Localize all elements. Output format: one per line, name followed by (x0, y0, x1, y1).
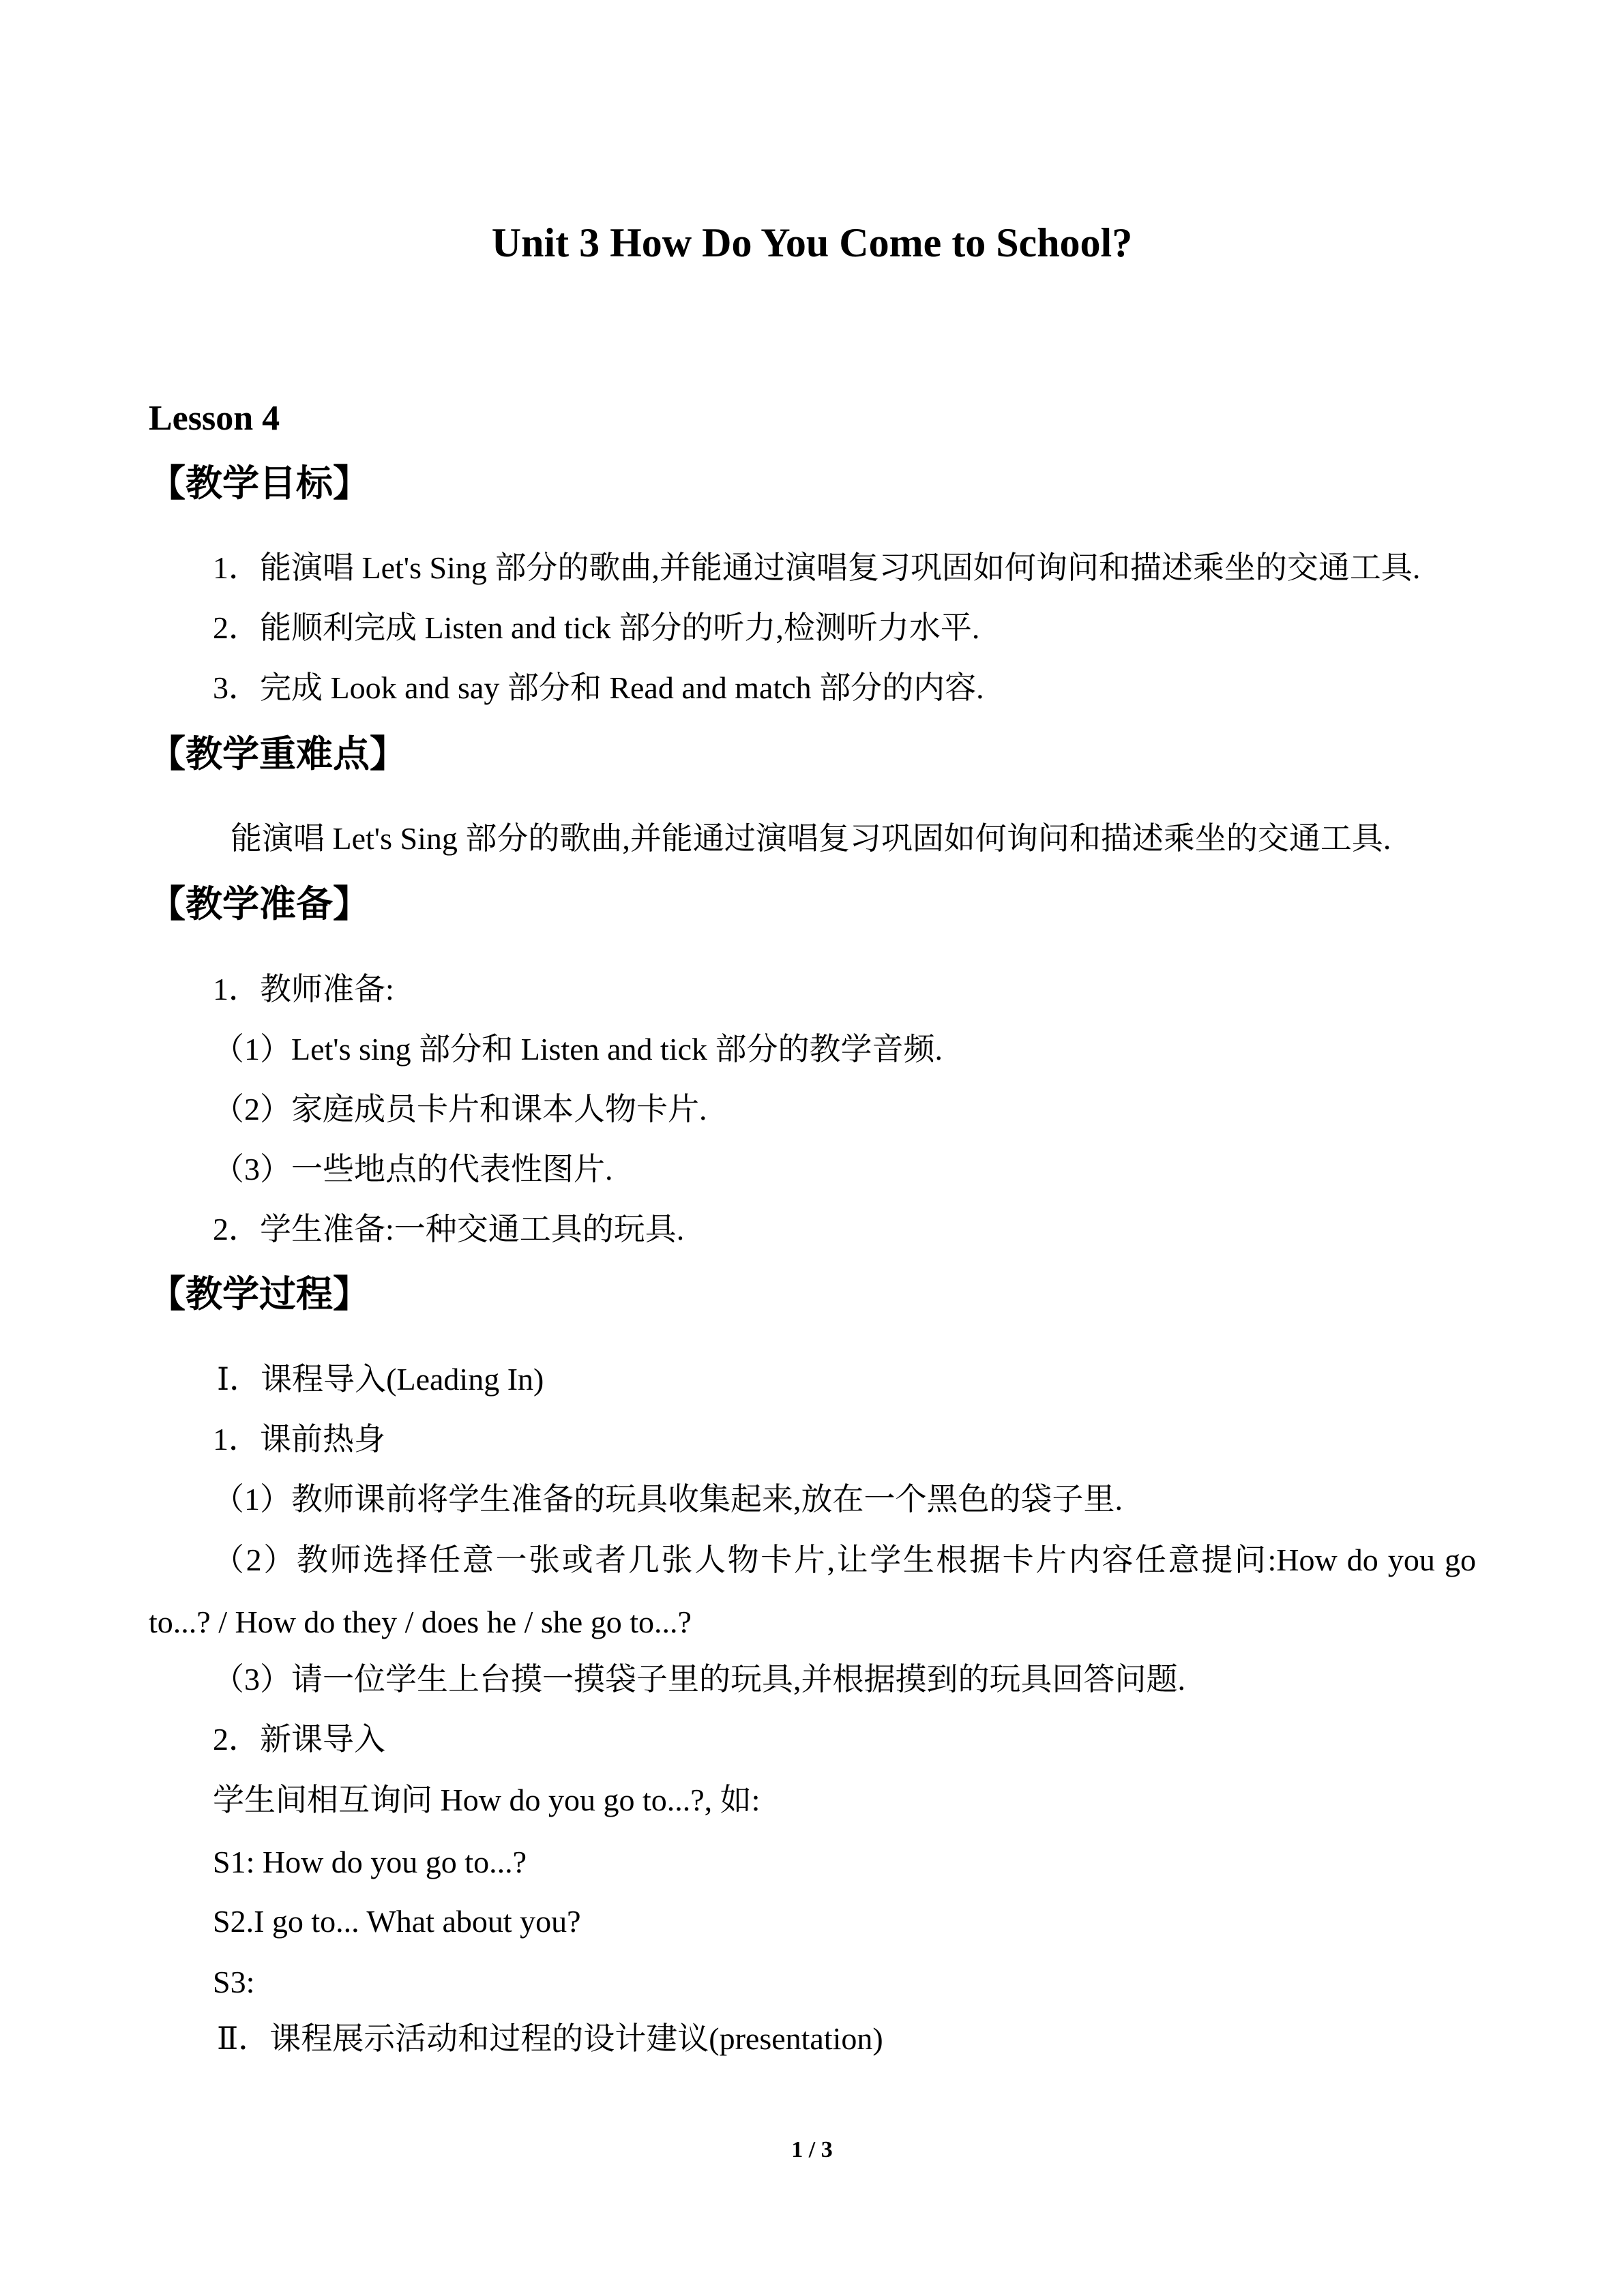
page-number: 1 / 3 (791, 2137, 833, 2162)
preparation-item: （3）一些地点的代表性图片. (213, 1152, 613, 1187)
objective-item: 3．完成 Look and say 部分和 Read and match 部分的内容. (213, 670, 984, 705)
section-heading-process: 【教学过程】 (149, 1272, 370, 1315)
key-points-text: 能演唱 Let's Sing 部分的歌曲,并能通过演唱复习巩固如何询问和描述乘坐的交通工具. (231, 821, 1391, 856)
preparation-item: 2．学生准备:一种交通工具的玩具. (213, 1212, 685, 1247)
process-line: S1: How do you go to...? (213, 1845, 527, 1879)
objective-item: 1．能演唱 Let's Sing 部分的歌曲,并能通过演唱复习巩固如何询问和描述乘坐的交通工具. (213, 550, 1421, 585)
process-line: （2）教师选择任意一张或者几张人物卡片,让学生根据卡片内容任意提问:How do you go (213, 1542, 1476, 1577)
process-line: （3）请一位学生上台摸一摸袋子里的玩具,并根据摸到的玩具回答问题. (213, 1662, 1185, 1697)
process-line: S2.I go to... What about you? (213, 1904, 581, 1939)
process-line: S3: (213, 1965, 255, 1999)
section-heading-objectives: 【教学目标】 (149, 462, 370, 505)
process-line: 2．新课导入 (213, 1722, 385, 1757)
process-line: Ⅱ．课程展示活动和过程的设计建议(presentation) (217, 2021, 883, 2056)
preparation-item: 1．教师准备: (213, 972, 394, 1007)
process-line: 学生间相互询问 How do you go to...?, 如: (213, 1783, 761, 1817)
process-line: to...? / How do they / does he / she go to...? (149, 1605, 692, 1639)
preparation-item: （2）家庭成员卡片和课本人物卡片. (213, 1092, 707, 1127)
objective-item: 2．能顺利完成 Listen and tick 部分的听力,检测听力水平. (213, 610, 980, 645)
document-title: Unit 3 How Do You Come to School? (491, 220, 1133, 265)
process-line: （1）教师课前将学生准备的玩具收集起来,放在一个黑色的袋子里. (213, 1482, 1123, 1517)
process-line: Ⅰ．课程导入(Leading In) (217, 1362, 544, 1397)
process-line: 1．课前热身 (213, 1422, 385, 1457)
lesson-label: Lesson 4 (149, 399, 280, 438)
preparation-item: （1）Let's sing 部分和 Listen and tick 部分的教学音频. (213, 1032, 943, 1067)
section-heading-key-points: 【教学重难点】 (149, 732, 407, 775)
section-heading-preparation: 【教学准备】 (149, 882, 370, 925)
